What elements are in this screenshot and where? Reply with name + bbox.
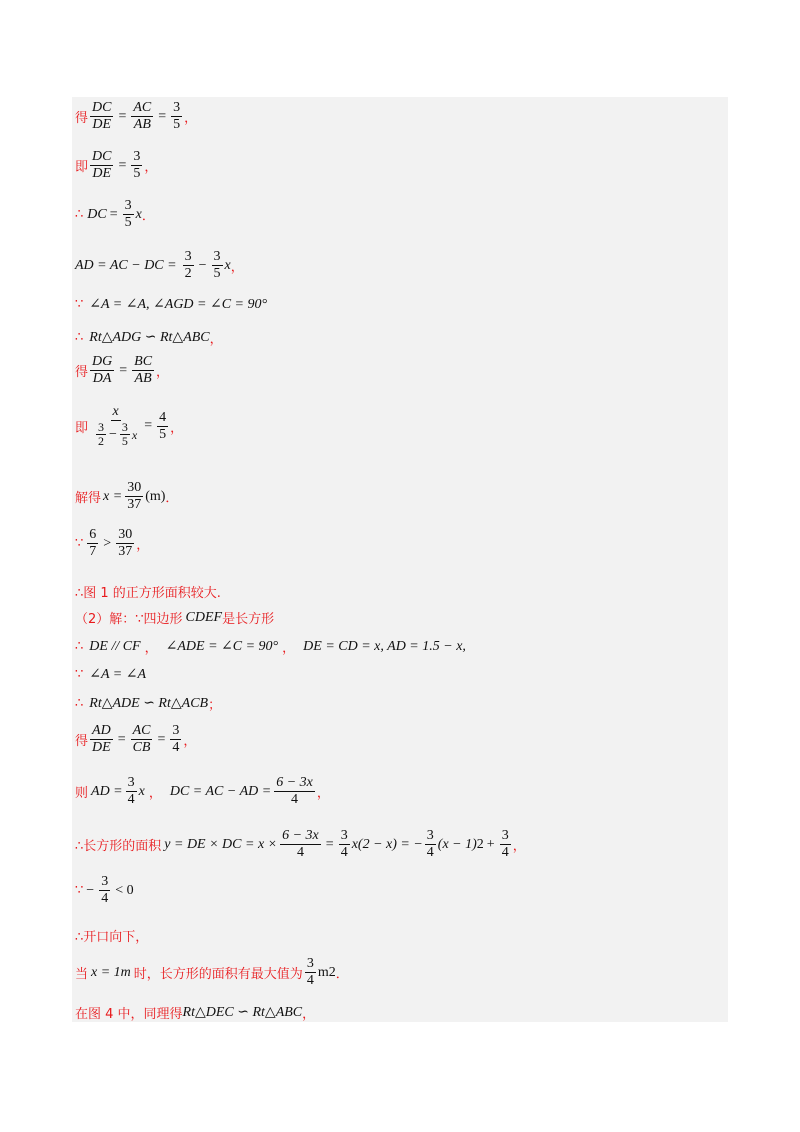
exponent: 2 [328,964,336,980]
minus-sign: − [86,882,95,898]
fraction-3-4: $\frac{3}{4}$ [426,828,434,860]
line-prefix: 解得 [75,491,102,506]
line-suffix: ， [302,1007,316,1022]
line-suffix: ， [184,111,198,126]
fraction-6-7: $\frac{6}{7}$ [89,527,97,559]
fraction-4-5: $\frac{4}{5}$ [159,409,167,442]
max-value-text: 时，长方形的面积有最大值为 [133,967,303,982]
line-prefix: ∵ [75,883,84,898]
solution-line-5 [75,296,267,313]
fraction-dc-de: $\frac{DC}{DE}$ [92,100,112,132]
solution-line-2: 即 $\frac{DC}{DE}$ = $\frac{3}{5}$ ， [75,149,158,181]
expr-angles: ∠A = ∠A, ∠AGD = ∠C = 90° [89,297,268,312]
line-suffix: ， [209,332,223,347]
expr-x: x = [103,488,123,504]
fraction-3-2: $\frac{3}{2}$ [184,249,192,281]
fraction-3-4: $\frac{3}{4}$ [127,775,135,807]
line-suffix: ． [141,209,155,224]
line-suffix: ， [156,365,170,380]
fraction-6-3x-4: $\frac{6 - 3x}{4}$ [276,775,313,807]
solution-line-6 [75,328,223,347]
expr-factor: x(2 − x) = − [351,836,423,852]
solution-line-19 [75,874,134,907]
expr-ad: AD = AC − DC = [75,257,177,273]
separator: ， [148,786,162,801]
unit-square-meter: m [317,964,329,980]
fraction-dg-da: $\frac{DG}{DA}$ [92,354,113,386]
fraction-ac-cb: $\frac{AC}{CB}$ [132,723,151,755]
var-x: x [138,783,145,799]
expr-similar: Rt△DEC ∽ Rt△ABC [182,1005,303,1020]
line-suffix: ， [230,260,244,275]
fraction-3-5: $\frac{3}{5}$ [173,100,181,132]
fraction-3-5: $\frac{3}{5}$ [133,149,141,181]
line-prefix: 得 [75,734,89,749]
exponent: 2 [476,836,484,852]
expr-dc: DC [87,206,107,222]
solution-line-3: ∴ DC = $\frac{3}{5}$ x ． [75,198,155,230]
line-prefix: ∴ [75,207,84,222]
line-prefix: 得 [75,111,89,126]
line-prefix: ∴ [75,696,84,711]
solution-line-11 [75,582,221,601]
plus-sign: + [486,836,495,852]
solution-line-17 [75,775,330,808]
line-prefix: ∴ [75,639,84,654]
solution-line-21 [75,956,349,989]
line-prefix: 当 [75,967,89,982]
line-suffix: ， [512,839,526,854]
separator: ， [144,641,158,656]
var-x: x [135,206,142,222]
separator: ， [282,641,296,656]
line-prefix: 即 [75,420,89,436]
solution-line-20 [75,926,148,945]
conclusion-text: ∴开口向下， [75,930,149,945]
var-x: x [224,257,231,273]
solution-line-1: 得 $\frac{DC}{DE}$ = $\frac{AC}{AB}$ = $\frac{3}{5}$ ， [75,100,198,132]
solution-line-12 [75,608,274,627]
solution-line-15 [75,694,221,713]
expr-similar: Rt△ADE ∽ Rt△ACB [89,696,209,711]
expr-lengths: DE = CD = x, AD = 1.5 − x, [303,638,466,654]
fraction-3-4: $\frac{3}{4}$ [501,828,509,860]
solution-line-18: ∴长方形的面积 y = DE × DC = x × $\frac{6 - 3x}{4}$ = $\frac{3}{4}$ x(2 − x) = − $\frac{3}{4}$ (x − 1) 2 + $\frac{3}{4}$ ， [75,828,526,860]
conclusion-text: ∴图 1 的正方形面积较大. [75,586,221,601]
solution-line-7: 得 $\frac{DG}{DA}$ = $\frac{BC}{AB}$ ， [75,354,170,386]
line-prefix: ∴长方形的面积 [75,839,162,854]
expr-ad: AD = [91,783,123,799]
fraction-3-4: $\frac{3}{4}$ [172,723,180,755]
line-suffix: 是长方形 [222,612,275,627]
fraction-3-5: $\frac{3}{5}$ [213,249,221,281]
expr-area: y = DE × DC = x × [164,836,278,852]
line-prefix: 得 [75,365,89,380]
expr-less-than-zero: < 0 [115,882,134,898]
expr-dc: DC = AC − AD = [169,783,272,799]
line-suffix: ， [316,786,330,801]
expr-similar: Rt△ADG ∽ Rt△ABC [89,330,210,345]
line-prefix: 则 [75,786,89,801]
expr-x-1m: x = 1m [91,964,131,980]
solution-line-16: 得 $\frac{AD}{DE}$ = $\frac{AC}{CB}$ = $\frac{3}{4}$ ， [75,723,197,755]
line-prefix: ∴ [75,330,84,345]
unit-meter: (m) [145,488,166,504]
line-suffix: ， [136,538,150,553]
expr-angle-ade: ∠ADE = ∠C = 90° [165,639,279,654]
fraction-dc-de: $\frac{DC}{DE}$ [92,149,112,181]
line-suffix: ； [208,698,222,713]
fraction-bc-ab: $\frac{BC}{AB}$ [134,354,153,386]
line-prefix: 即 [75,160,89,175]
part-2-heading: （2）解：∵四边形 [75,612,183,627]
compound-fraction: x $\frac{3}{2}$ − $\frac{3}{5}$ x [98,404,138,448]
expr-angle-a: ∠A = ∠A [89,667,147,682]
line-suffix: ， [144,160,158,175]
line-suffix: ， [183,734,197,749]
fraction-30-37: $\frac{30}{37}$ [127,480,142,512]
fraction-30-37: $\frac{30}{37}$ [118,527,133,559]
solution-line-8: 即 x $\frac{3}{2}$ − $\frac{3}{5}$ x = $\frac{4}{5}$ ， [75,404,184,448]
fraction-ac-ab: $\frac{AC}{AB}$ [133,100,152,132]
line-prefix: ∵ [75,536,84,551]
fraction-3-5: $\frac{3}{5}$ [124,198,132,230]
solution-line-22 [75,1003,315,1022]
fraction-ad-de: $\frac{AD}{DE}$ [92,723,111,755]
line-prefix: ∵ [75,667,84,682]
fraction-3-4: $\frac{3}{4}$ [101,874,109,906]
line-suffix: ． [165,491,179,506]
solution-line-10: ∵ $\frac{6}{7}$ > $\frac{30}{37}$ ， [75,527,150,559]
fraction-3-4: $\frac{3}{4}$ [340,828,348,860]
fraction-3-4: $\frac{3}{4}$ [306,956,314,988]
line-prefix: 在图 4 中，同理得 [75,1007,183,1022]
line-suffix: ， [170,420,184,436]
fraction-6-3x-4: $\frac{6 - 3x}{4}$ [282,828,319,860]
solution-line-13 [75,637,466,656]
solution-line-9 [75,480,178,513]
line-suffix: ． [335,967,349,982]
expr-parallel: DE // CF [89,638,141,654]
document-panel [72,97,728,1022]
solution-line-4: AD = AC − DC = $\frac{3}{2}$ − $\frac{3}{5}$ x ， [75,249,244,281]
expr-square: (x − 1) [437,836,477,852]
solution-line-14 [75,666,146,683]
line-prefix: ∵ [75,297,84,312]
expr-cdef: CDEF [185,609,223,625]
